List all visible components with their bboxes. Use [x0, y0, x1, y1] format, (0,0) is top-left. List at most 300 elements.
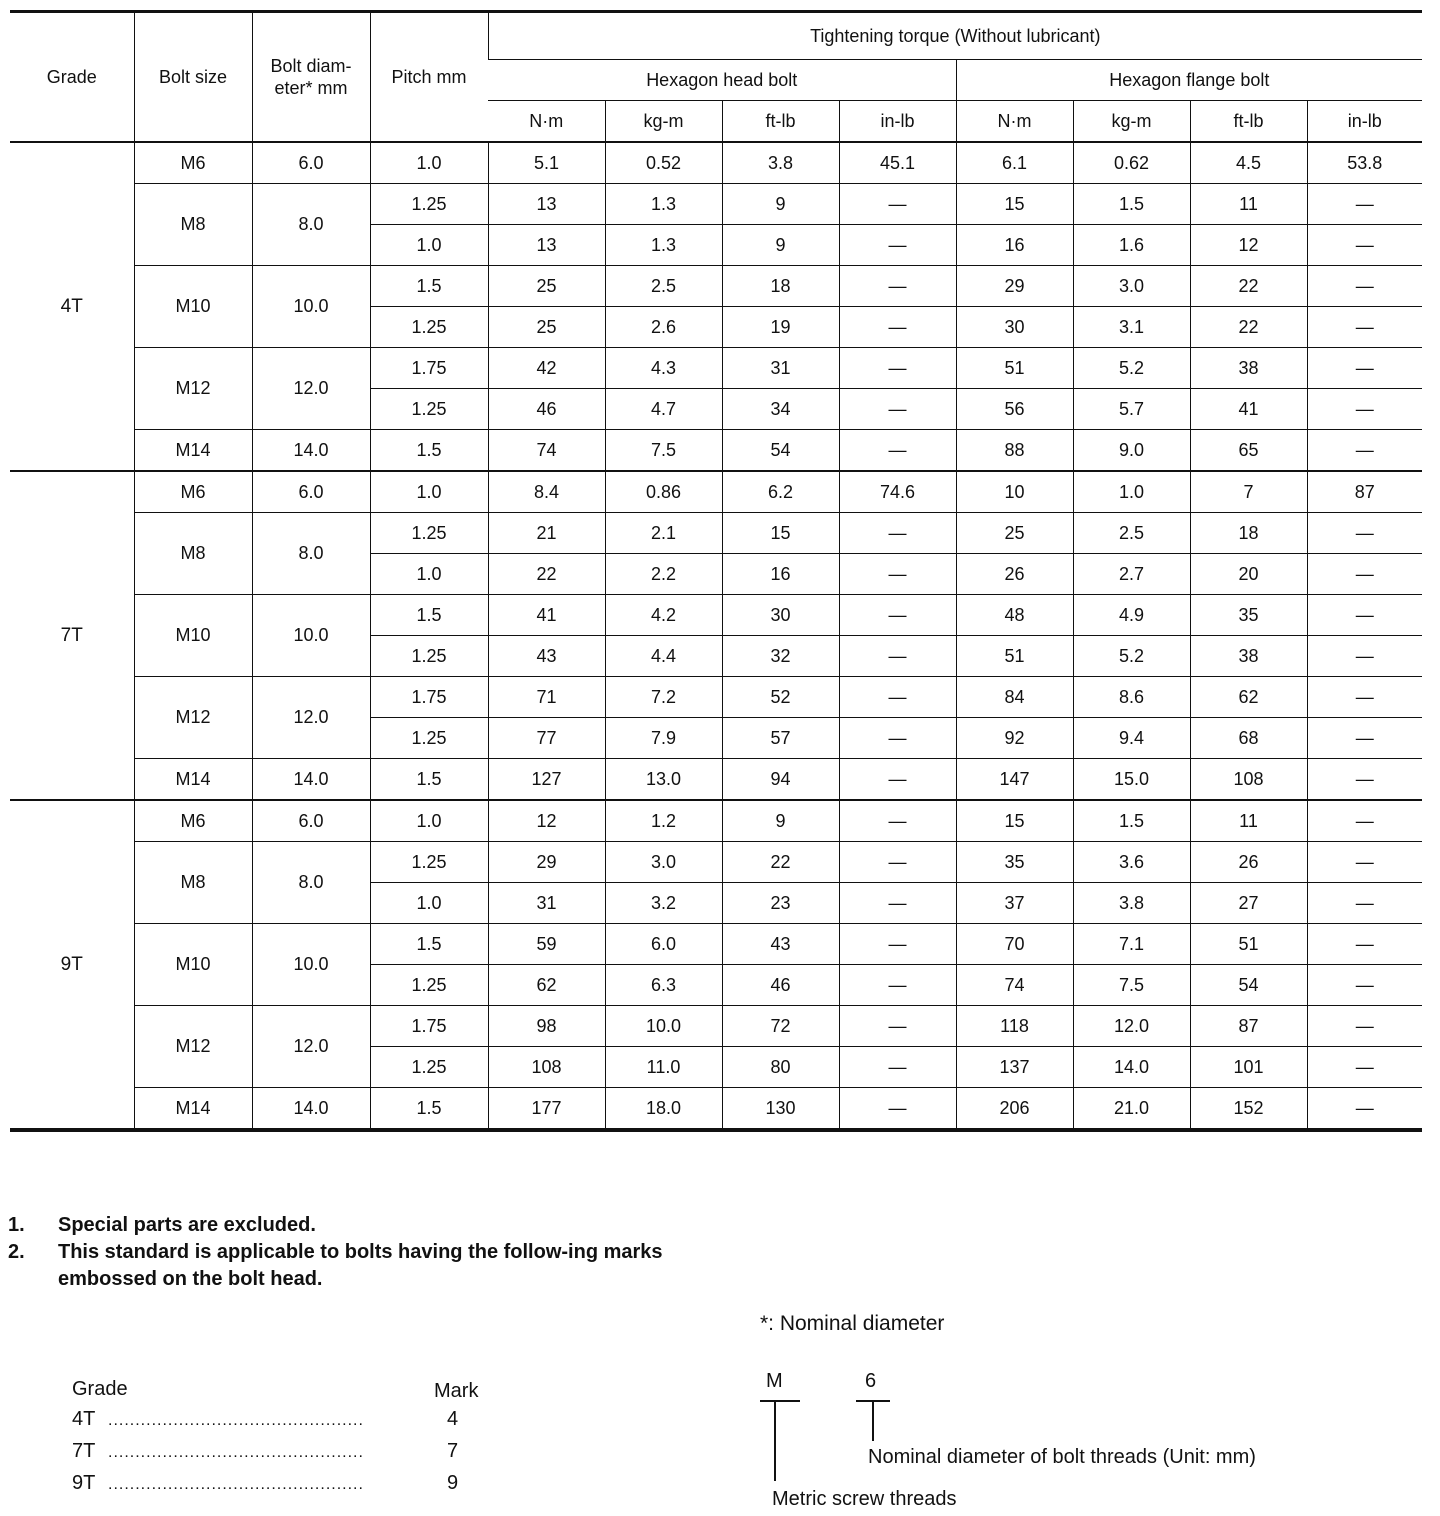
head-torque-cell: —	[839, 1047, 956, 1088]
torque-table	[10, 10, 1422, 1132]
head-torque-cell: —	[839, 965, 956, 1006]
head-torque-cell: 4.7	[605, 389, 722, 430]
unit-header: kg-m	[1073, 101, 1190, 143]
bolt-diameter-cell: 6.0	[252, 471, 370, 513]
bolt-size-cell: M6	[134, 471, 252, 513]
head-torque-cell: 54	[722, 430, 839, 472]
flange-torque-cell: 1.5	[1073, 800, 1190, 842]
head-torque-cell: —	[839, 1006, 956, 1047]
header-tightening-torque: Tightening torque (Without lubricant)	[488, 12, 1422, 60]
grade-mark-row	[72, 1408, 502, 1440]
head-torque-cell: 6.0	[605, 924, 722, 965]
table-row	[10, 513, 1422, 554]
head-torque-cell: 25	[488, 307, 605, 348]
flange-torque-cell: 54	[1190, 965, 1307, 1006]
pitch-cell: 1.0	[370, 800, 488, 842]
head-torque-cell: 23	[722, 883, 839, 924]
head-torque-cell: 10.0	[605, 1006, 722, 1047]
unit-header: in-lb	[1307, 101, 1422, 143]
flange-torque-cell: —	[1307, 1006, 1422, 1047]
head-torque-cell: 46	[488, 389, 605, 430]
unit-header: N·m	[956, 101, 1073, 143]
head-torque-cell: 42	[488, 348, 605, 389]
bolt-diameter-cell: 6.0	[252, 142, 370, 184]
flange-torque-cell: 10	[956, 471, 1073, 513]
flange-torque-cell: 5.2	[1073, 348, 1190, 389]
flange-torque-cell: 92	[956, 718, 1073, 759]
flange-torque-cell: 147	[956, 759, 1073, 801]
head-torque-cell: 32	[722, 636, 839, 677]
pitch-cell: 1.75	[370, 677, 488, 718]
head-torque-cell: —	[839, 595, 956, 636]
bolt-diameter-cell: 10.0	[252, 924, 370, 1006]
head-torque-cell: —	[839, 677, 956, 718]
bolt-diameter-cell: 10.0	[252, 595, 370, 677]
flange-torque-cell: —	[1307, 513, 1422, 554]
flange-torque-cell: 108	[1190, 759, 1307, 801]
head-torque-cell: 13	[488, 184, 605, 225]
head-torque-cell: 1.2	[605, 800, 722, 842]
flange-torque-cell: 12.0	[1073, 1006, 1190, 1047]
head-torque-cell: 2.1	[605, 513, 722, 554]
grade-cell: 4T	[10, 142, 134, 471]
flange-torque-cell: 51	[1190, 924, 1307, 965]
flange-torque-cell: 8.6	[1073, 677, 1190, 718]
flange-torque-cell: 1.6	[1073, 225, 1190, 266]
head-torque-cell: —	[839, 184, 956, 225]
table-row	[10, 924, 1422, 965]
flange-torque-cell: 22	[1190, 307, 1307, 348]
bolt-diameter-cell: 8.0	[252, 842, 370, 924]
table-row	[10, 142, 1422, 184]
thread-designation-diagram	[760, 1370, 1360, 1516]
header-bolt-diameter: Bolt diam-eter* mm	[252, 12, 370, 143]
head-torque-cell: —	[839, 348, 956, 389]
head-torque-cell: —	[839, 718, 956, 759]
pitch-cell: 1.5	[370, 924, 488, 965]
head-torque-cell: 3.0	[605, 842, 722, 883]
head-torque-cell: 21	[488, 513, 605, 554]
flange-torque-cell: 3.6	[1073, 842, 1190, 883]
bolt-size-cell: M10	[134, 924, 252, 1006]
flange-torque-cell: —	[1307, 636, 1422, 677]
flange-torque-cell: 87	[1190, 1006, 1307, 1047]
head-torque-cell: 31	[722, 348, 839, 389]
flange-torque-cell: 206	[956, 1088, 1073, 1131]
head-torque-cell: 74.6	[839, 471, 956, 513]
table-row	[10, 348, 1422, 389]
head-torque-cell: —	[839, 1088, 956, 1131]
flange-torque-cell: 21.0	[1073, 1088, 1190, 1131]
head-torque-cell: 19	[722, 307, 839, 348]
head-torque-cell: 98	[488, 1006, 605, 1047]
head-torque-cell: —	[839, 266, 956, 307]
head-torque-cell: 13.0	[605, 759, 722, 801]
flange-torque-cell: —	[1307, 924, 1422, 965]
pitch-cell: 1.25	[370, 513, 488, 554]
table-row	[10, 759, 1422, 801]
head-torque-cell: 25	[488, 266, 605, 307]
letter-leader-line	[774, 1401, 776, 1481]
head-torque-cell: 16	[722, 554, 839, 595]
bolt-diameter-cell: 8.0	[252, 184, 370, 266]
head-torque-cell: —	[839, 636, 956, 677]
flange-torque-cell: 53.8	[1307, 142, 1422, 184]
head-torque-cell: 72	[722, 1006, 839, 1047]
bolt-size-cell: M12	[134, 677, 252, 759]
head-torque-cell: 45.1	[839, 142, 956, 184]
header-hexagon-flange-bolt: Hexagon flange bolt	[956, 60, 1422, 101]
flange-torque-cell: 3.1	[1073, 307, 1190, 348]
letter-description: Metric screw threads	[772, 1488, 957, 1510]
head-torque-cell: 43	[722, 924, 839, 965]
head-torque-cell: 18	[722, 266, 839, 307]
flange-torque-cell: —	[1307, 883, 1422, 924]
pitch-cell: 1.75	[370, 348, 488, 389]
flange-torque-cell: 41	[1190, 389, 1307, 430]
flange-torque-cell: —	[1307, 759, 1422, 801]
flange-torque-cell: 5.2	[1073, 636, 1190, 677]
flange-torque-cell: 68	[1190, 718, 1307, 759]
flange-torque-cell: 26	[956, 554, 1073, 595]
nominal-diameter-note: *: Nominal diameter	[760, 1312, 945, 1335]
number-leader-line	[872, 1401, 874, 1441]
head-torque-cell: —	[839, 759, 956, 801]
head-torque-cell: 3.8	[722, 142, 839, 184]
head-torque-cell: —	[839, 389, 956, 430]
flange-torque-cell: 15	[956, 800, 1073, 842]
flange-torque-cell: —	[1307, 718, 1422, 759]
pitch-cell: 1.0	[370, 471, 488, 513]
head-torque-cell: —	[839, 430, 956, 472]
pitch-cell: 1.25	[370, 718, 488, 759]
head-torque-cell: 108	[488, 1047, 605, 1088]
head-torque-cell: 34	[722, 389, 839, 430]
head-torque-cell: —	[839, 800, 956, 842]
head-torque-cell: —	[839, 225, 956, 266]
header-grade: Grade	[10, 12, 134, 143]
pitch-cell: 1.0	[370, 225, 488, 266]
note-text: Special parts are excluded.	[58, 1214, 316, 1236]
bolt-size-cell: M12	[134, 348, 252, 430]
flange-torque-cell: —	[1307, 225, 1422, 266]
note-item	[8, 1212, 708, 1239]
flange-torque-cell: 12	[1190, 225, 1307, 266]
head-torque-cell: 30	[722, 595, 839, 636]
head-torque-cell: 52	[722, 677, 839, 718]
unit-header: in-lb	[839, 101, 956, 143]
flange-torque-cell: 87	[1307, 471, 1422, 513]
flange-torque-cell: 65	[1190, 430, 1307, 472]
grade-mark-row	[72, 1440, 502, 1472]
header-pitch: Pitch mm	[370, 12, 488, 143]
pitch-cell: 1.25	[370, 1047, 488, 1088]
flange-torque-cell: 37	[956, 883, 1073, 924]
bolt-size-cell: M14	[134, 759, 252, 801]
note-text: This standard is applicable to bolts having the follow-ing marks embossed on the bolt head.	[58, 1241, 663, 1290]
flange-torque-cell: 7.5	[1073, 965, 1190, 1006]
mark-value: 9	[447, 1472, 459, 1494]
bolt-diameter-cell: 10.0	[252, 266, 370, 348]
head-torque-cell: 130	[722, 1088, 839, 1131]
head-torque-cell: —	[839, 513, 956, 554]
pitch-cell: 1.5	[370, 1088, 488, 1131]
head-torque-cell: 22	[722, 842, 839, 883]
bolt-size-cell: M12	[134, 1006, 252, 1088]
flange-torque-cell: —	[1307, 1047, 1422, 1088]
head-torque-cell: 62	[488, 965, 605, 1006]
head-torque-cell: —	[839, 842, 956, 883]
flange-torque-cell: 88	[956, 430, 1073, 472]
pitch-cell: 1.25	[370, 307, 488, 348]
mark-value: 7	[447, 1440, 459, 1462]
bolt-size-cell: M8	[134, 184, 252, 266]
torque-table-body	[10, 142, 1422, 1130]
flange-torque-cell: 15	[956, 184, 1073, 225]
head-torque-cell: 41	[488, 595, 605, 636]
dot-leader: ...............................................	[108, 1444, 364, 1461]
table-row	[10, 266, 1422, 307]
head-torque-cell: 11.0	[605, 1047, 722, 1088]
flange-torque-cell: 26	[1190, 842, 1307, 883]
head-torque-cell: 9	[722, 225, 839, 266]
head-torque-cell: —	[839, 924, 956, 965]
flange-torque-cell: —	[1307, 307, 1422, 348]
mark-header-grade: Grade	[72, 1378, 128, 1400]
flange-torque-cell: 101	[1190, 1047, 1307, 1088]
grade-mark-table	[72, 1378, 502, 1504]
flange-torque-cell: 152	[1190, 1088, 1307, 1131]
bolt-size-cell: M6	[134, 142, 252, 184]
head-torque-cell: 12	[488, 800, 605, 842]
flange-torque-cell: 2.7	[1073, 554, 1190, 595]
head-torque-cell: 46	[722, 965, 839, 1006]
flange-torque-cell: —	[1307, 430, 1422, 472]
flange-torque-cell: —	[1307, 389, 1422, 430]
flange-torque-cell: 4.5	[1190, 142, 1307, 184]
flange-torque-cell: 70	[956, 924, 1073, 965]
flange-torque-cell: 30	[956, 307, 1073, 348]
flange-torque-cell: 22	[1190, 266, 1307, 307]
flange-torque-cell: 2.5	[1073, 513, 1190, 554]
dot-leader: ...............................................	[108, 1476, 364, 1493]
flange-torque-cell: 51	[956, 636, 1073, 677]
head-torque-cell: 59	[488, 924, 605, 965]
notes-list	[8, 1212, 708, 1293]
flange-torque-cell: —	[1307, 554, 1422, 595]
flange-torque-cell: 118	[956, 1006, 1073, 1047]
grade-cell: 7T	[10, 471, 134, 800]
head-torque-cell: —	[839, 307, 956, 348]
table-row	[10, 677, 1422, 718]
head-torque-cell: 4.3	[605, 348, 722, 389]
flange-torque-cell: 0.62	[1073, 142, 1190, 184]
table-row	[10, 1006, 1422, 1047]
pitch-cell: 1.25	[370, 389, 488, 430]
grade-cell: 9T	[10, 800, 134, 1130]
flange-torque-cell: 9.0	[1073, 430, 1190, 472]
bolt-diameter-cell: 14.0	[252, 759, 370, 801]
bolt-size-cell: M8	[134, 513, 252, 595]
note-number: 2.	[8, 1241, 25, 1263]
head-torque-cell: 7.2	[605, 677, 722, 718]
flange-torque-cell: 15.0	[1073, 759, 1190, 801]
flange-torque-cell: 18	[1190, 513, 1307, 554]
head-torque-cell: 7.9	[605, 718, 722, 759]
thread-number: 6	[865, 1370, 877, 1392]
head-torque-cell: 5.1	[488, 142, 605, 184]
number-description: Nominal diameter of bolt threads (Unit: mm)	[868, 1446, 1256, 1468]
head-torque-cell: 57	[722, 718, 839, 759]
head-torque-cell: 1.3	[605, 184, 722, 225]
flange-torque-cell: —	[1307, 965, 1422, 1006]
head-torque-cell: 2.5	[605, 266, 722, 307]
thread-letter: M	[766, 1370, 783, 1392]
bolt-diameter-cell: 12.0	[252, 677, 370, 759]
unit-header: kg-m	[605, 101, 722, 143]
flange-torque-cell: 4.9	[1073, 595, 1190, 636]
table-row	[10, 842, 1422, 883]
bolt-diameter-cell: 12.0	[252, 348, 370, 430]
flange-torque-cell: —	[1307, 842, 1422, 883]
pitch-cell: 1.5	[370, 595, 488, 636]
head-torque-cell: 71	[488, 677, 605, 718]
mark-header-mark: Mark	[434, 1380, 479, 1402]
grade-mark-header	[72, 1378, 502, 1408]
head-torque-cell: 177	[488, 1088, 605, 1131]
mark-grade: 4T	[72, 1408, 96, 1430]
note-number: 1.	[8, 1214, 25, 1236]
table-row	[10, 595, 1422, 636]
bolt-size-cell: M10	[134, 595, 252, 677]
flange-torque-cell: 62	[1190, 677, 1307, 718]
head-torque-cell: 22	[488, 554, 605, 595]
pitch-cell: 1.25	[370, 184, 488, 225]
flange-torque-cell: 7.1	[1073, 924, 1190, 965]
flange-torque-cell: 20	[1190, 554, 1307, 595]
bolt-diameter-cell: 6.0	[252, 800, 370, 842]
head-torque-cell: 0.86	[605, 471, 722, 513]
flange-torque-cell: —	[1307, 348, 1422, 389]
head-torque-cell: 43	[488, 636, 605, 677]
flange-torque-cell: 29	[956, 266, 1073, 307]
head-torque-cell: 15	[722, 513, 839, 554]
flange-torque-cell: —	[1307, 677, 1422, 718]
bolt-diameter-cell: 14.0	[252, 430, 370, 472]
table-row	[10, 184, 1422, 225]
head-torque-cell: 74	[488, 430, 605, 472]
flange-torque-cell: 3.8	[1073, 883, 1190, 924]
bolt-size-cell: M14	[134, 1088, 252, 1131]
letter-underline	[760, 1400, 800, 1402]
mark-grade: 7T	[72, 1440, 96, 1462]
head-torque-cell: 0.52	[605, 142, 722, 184]
head-torque-cell: 4.4	[605, 636, 722, 677]
mark-grade: 9T	[72, 1472, 96, 1494]
flange-torque-cell: 3.0	[1073, 266, 1190, 307]
dot-leader: ...............................................	[108, 1412, 364, 1429]
head-torque-cell: —	[839, 554, 956, 595]
head-torque-cell: 6.2	[722, 471, 839, 513]
head-torque-cell: 18.0	[605, 1088, 722, 1131]
head-torque-cell: 3.2	[605, 883, 722, 924]
bolt-size-cell: M10	[134, 266, 252, 348]
head-torque-cell: 1.3	[605, 225, 722, 266]
flange-torque-cell: 6.1	[956, 142, 1073, 184]
bolt-diameter-cell: 12.0	[252, 1006, 370, 1088]
pitch-cell: 1.5	[370, 266, 488, 307]
table-row	[10, 1088, 1422, 1131]
flange-torque-cell: 9.4	[1073, 718, 1190, 759]
flange-torque-cell: —	[1307, 595, 1422, 636]
unit-header: ft-lb	[1190, 101, 1307, 143]
unit-header: N·m	[488, 101, 605, 143]
flange-torque-cell: 38	[1190, 348, 1307, 389]
flange-torque-cell: 1.0	[1073, 471, 1190, 513]
flange-torque-cell: 35	[956, 842, 1073, 883]
flange-torque-cell: 11	[1190, 184, 1307, 225]
mark-value: 4	[447, 1408, 459, 1430]
head-torque-cell: 6.3	[605, 965, 722, 1006]
head-torque-cell: 2.2	[605, 554, 722, 595]
flange-torque-cell: 35	[1190, 595, 1307, 636]
bolt-size-cell: M14	[134, 430, 252, 472]
flange-torque-cell: 51	[956, 348, 1073, 389]
bolt-size-cell: M6	[134, 800, 252, 842]
pitch-cell: 1.5	[370, 430, 488, 472]
pitch-cell: 1.0	[370, 883, 488, 924]
head-torque-cell: 127	[488, 759, 605, 801]
flange-torque-cell: —	[1307, 800, 1422, 842]
flange-torque-cell: 74	[956, 965, 1073, 1006]
head-torque-cell: 13	[488, 225, 605, 266]
head-torque-cell: 8.4	[488, 471, 605, 513]
flange-torque-cell: —	[1307, 184, 1422, 225]
head-torque-cell: 7.5	[605, 430, 722, 472]
head-torque-cell: 9	[722, 800, 839, 842]
flange-torque-cell: —	[1307, 1088, 1422, 1131]
unit-header: ft-lb	[722, 101, 839, 143]
pitch-cell: 1.25	[370, 636, 488, 677]
table-row	[10, 430, 1422, 472]
header-bolt-size: Bolt size	[134, 12, 252, 143]
head-torque-cell: 4.2	[605, 595, 722, 636]
head-torque-cell: 2.6	[605, 307, 722, 348]
head-torque-cell: 31	[488, 883, 605, 924]
flange-torque-cell: 14.0	[1073, 1047, 1190, 1088]
pitch-cell: 1.75	[370, 1006, 488, 1047]
head-torque-cell: 9	[722, 184, 839, 225]
table-row	[10, 800, 1422, 842]
bolt-diameter-cell: 8.0	[252, 513, 370, 595]
flange-torque-cell: 25	[956, 513, 1073, 554]
flange-torque-cell: 27	[1190, 883, 1307, 924]
flange-torque-cell: 84	[956, 677, 1073, 718]
head-torque-cell: 77	[488, 718, 605, 759]
pitch-cell: 1.25	[370, 842, 488, 883]
head-torque-cell: —	[839, 883, 956, 924]
note-item	[8, 1239, 708, 1293]
flange-torque-cell: 16	[956, 225, 1073, 266]
flange-torque-cell: 48	[956, 595, 1073, 636]
pitch-cell: 1.0	[370, 554, 488, 595]
flange-torque-cell: 137	[956, 1047, 1073, 1088]
table-row	[10, 471, 1422, 513]
head-torque-cell: 94	[722, 759, 839, 801]
pitch-cell: 1.25	[370, 965, 488, 1006]
flange-torque-cell: 11	[1190, 800, 1307, 842]
flange-torque-cell: 38	[1190, 636, 1307, 677]
